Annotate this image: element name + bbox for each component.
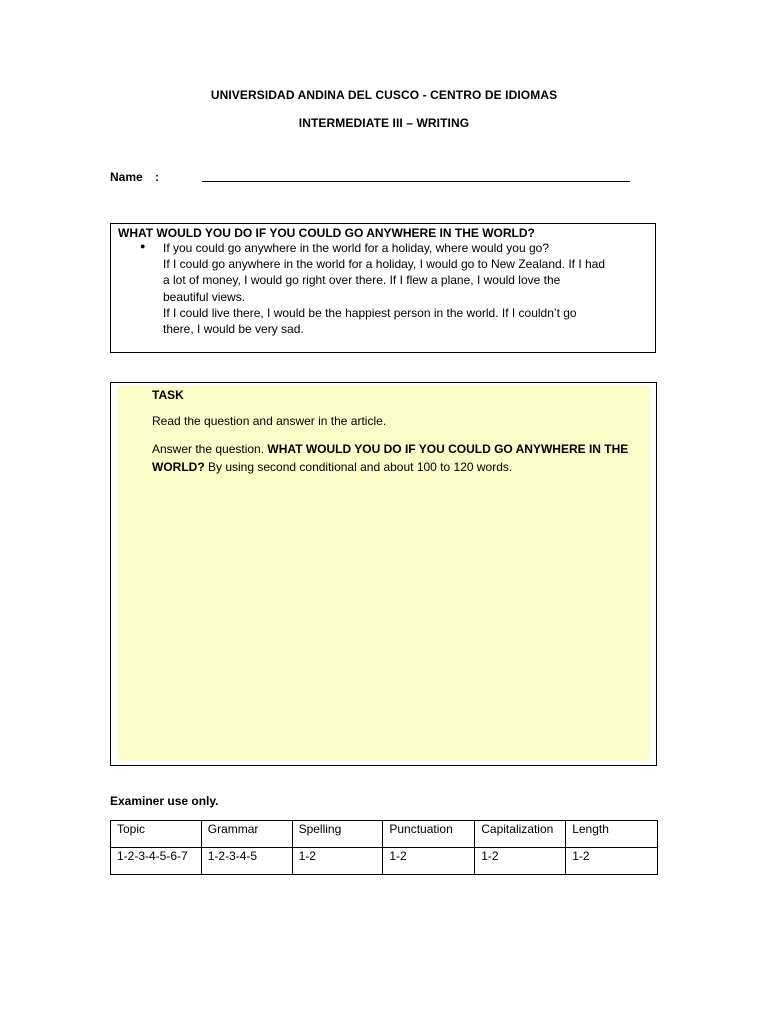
column-header-topic: Topic [111,821,202,848]
answer-suffix: By using second conditional and about 100 to 120 words. [208,460,513,474]
question-box [110,223,656,353]
name-label: Name [110,170,143,184]
question-title: WHAT WOULD YOU DO IF YOU COULD GO ANYWHERE IN THE WORLD? [118,226,535,240]
answer-question: WHAT WOULD YOU DO IF YOU COULD GO ANYWHERE IN THE WORLD? [152,442,629,474]
examiner-label: Examiner use only. [110,794,219,808]
score-length: 1-2 [566,848,658,875]
column-header-length: Length [566,821,658,848]
score-spelling: 1-2 [292,848,383,875]
bullet-icon: ● [140,241,146,251]
institution-title: UNIVERSIDAD ANDINA DEL CUSCO - CENTRO DE IDIOMAS [210,88,558,102]
score-capitalization: 1-2 [475,848,566,875]
score-topic: 1-2-3-4-5-6-7 [111,848,202,875]
score-values-row [111,848,658,875]
question-lines [163,240,651,337]
answer-line: beautiful views. [163,289,246,304]
column-header-grammar: Grammar [201,821,292,848]
answer-prefix: Answer the question. [152,442,265,456]
answer-line: a lot of money, I would go right over there. If I flew a plane, I would love the [163,273,561,288]
task-label: TASK [152,388,184,402]
score-punctuation: 1-2 [383,848,475,875]
score-grammar: 1-2-3-4-5 [201,848,292,875]
column-header-capitalization: Capitalization [475,821,566,848]
task-answer-instruction [152,440,646,476]
course-subtitle: INTERMEDIATE III – WRITING [298,116,470,130]
answer-line: there, I would be very sad. [163,322,304,337]
name-label-row [110,170,159,184]
column-header-spelling: Spelling [292,821,383,848]
name-colon: : [155,170,159,184]
score-table [110,820,658,875]
answer-line: If I could live there, I would be the happiest person in the world. If I couldn’t go [163,305,577,320]
score-header-row [111,821,658,848]
question-line: If you could go anywhere in the world for a holiday, where would you go? [163,241,550,255]
task-instruction: Read the question and answer in the article. [152,414,387,428]
answer-line: If I could go anywhere in the world for a holiday, I would go to New Zealand. If I had [163,257,606,272]
column-header-punctuation: Punctuation [383,821,475,848]
task-box [110,382,657,766]
name-input-line[interactable] [202,171,630,182]
